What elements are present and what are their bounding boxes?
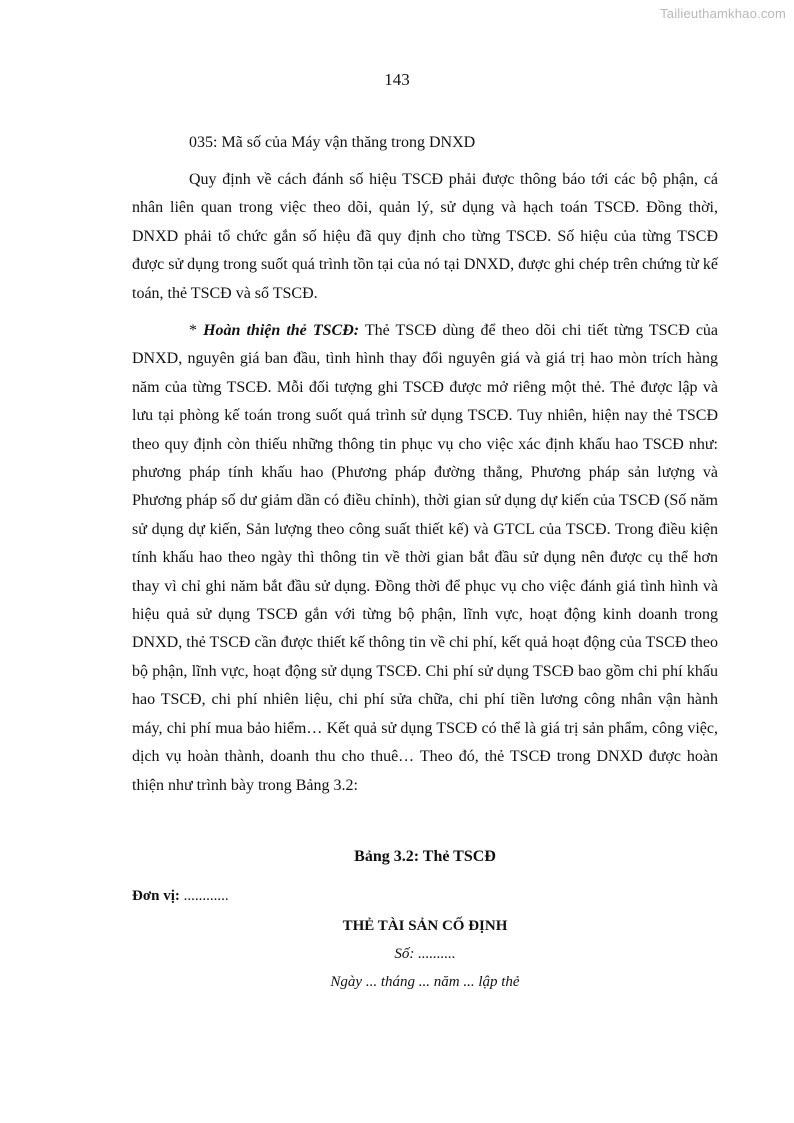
unit-line xyxy=(132,888,229,905)
paragraph-numbering-rules: Quy định về cách đánh số hiệu TSCĐ phải được thông báo tới các bộ phận, cá nhân liên quan trong việc theo dõi, quản lý, sử dụng và hạch toán TSCĐ. Đồng thời, DNXD phải tổ chức gắn số hiệu đã quy định cho từng TSCĐ. Số hiệu của từng TSCĐ được sử dụng trong suốt quá trình tồn tại của nó tại DNXD, được ghi chép trên chứng từ kế toán, thẻ TSCĐ và sổ TSCĐ. xyxy=(132,171,718,302)
page-number: 143 xyxy=(384,70,410,89)
code-035-line: 035: Mã số của Máy vận thăng trong DNXD xyxy=(189,134,476,151)
paragraph-body: Thẻ TSCĐ dùng để theo dõi chi tiết từng TSCĐ của DNXD, nguyên giá ban đầu, tình hình thay đổi nguyên giá và giá trị hao mòn trích hàng năm của từng TSCĐ. Mỗi đối tượng ghi TSCĐ được mở riêng một thẻ. Thẻ được lập và lưu tại phòng kế toán trong suốt quá trình sử dụng TSCĐ. Tuy nhiên, hiện nay thẻ TSCĐ theo quy định còn thiếu những thông tin phục vụ cho việc xác định khấu hao TSCĐ như: phương pháp tính khấu hao (Phương pháp đường thẳng, Phương pháp sản lượng và Phương pháp số dư giảm dần có điều chỉnh), thời gian sử dụng dự kiến của TSCĐ (Số năm sử dụng dự kiến, Sản lượng theo công suất thiết kế) và GTCL của TSCĐ. Trong điều kiện tính khấu hao theo ngày thì thông tin về thời gian bắt đầu sử dụng nên được cụ thể hơn thay vì chỉ ghi năm bắt đầu sử dụng. Đồng thời để phục vụ cho việc đánh giá tình hình và hiệu quả sử dụng TSCĐ gắn với từng bộ phận, lĩnh vực, hoạt động kinh doanh trong DNXD, thẻ TSCĐ cần được thiết kế thông tin về chi phí, kết quả hoạt động của TSCĐ theo bộ phận, lĩnh vực, hoạt động sử dụng TSCĐ. Chi phí sử dụng TSCĐ bao gồm chi phí khấu hao TSCĐ, chi phí nhiên liệu, chi phí sửa chữa, chi phí tiền lương công nhân vận hành máy, chi phí mua bảo hiểm… Kết quả sử dụng TSCĐ có thể là giá trị sản phẩm, công việc, dịch vụ hoàn thành, doanh thu cho thuê… Theo đó, thẻ TSCĐ trong DNXD được hoàn thiện như trình bày trong Bảng 3.2: xyxy=(132,322,719,794)
table-caption: Bảng 3.2: Thẻ TSCĐ xyxy=(354,848,496,865)
paragraph-card-improvement xyxy=(132,317,718,800)
watermark: Tailieuthamkhao.com xyxy=(660,6,786,21)
bullet-marker: * xyxy=(189,322,204,339)
unit-label: Đơn vị: xyxy=(132,888,180,904)
card-date: Ngày ... tháng ... năm ... lập thẻ xyxy=(330,974,520,990)
card-number: Số: .......... xyxy=(394,946,456,962)
card-title: THẺ TÀI SẢN CỐ ĐỊNH xyxy=(342,918,508,934)
section-heading: Hoàn thiện thẻ TSCĐ: xyxy=(203,322,360,339)
unit-value: ............ xyxy=(179,888,229,904)
